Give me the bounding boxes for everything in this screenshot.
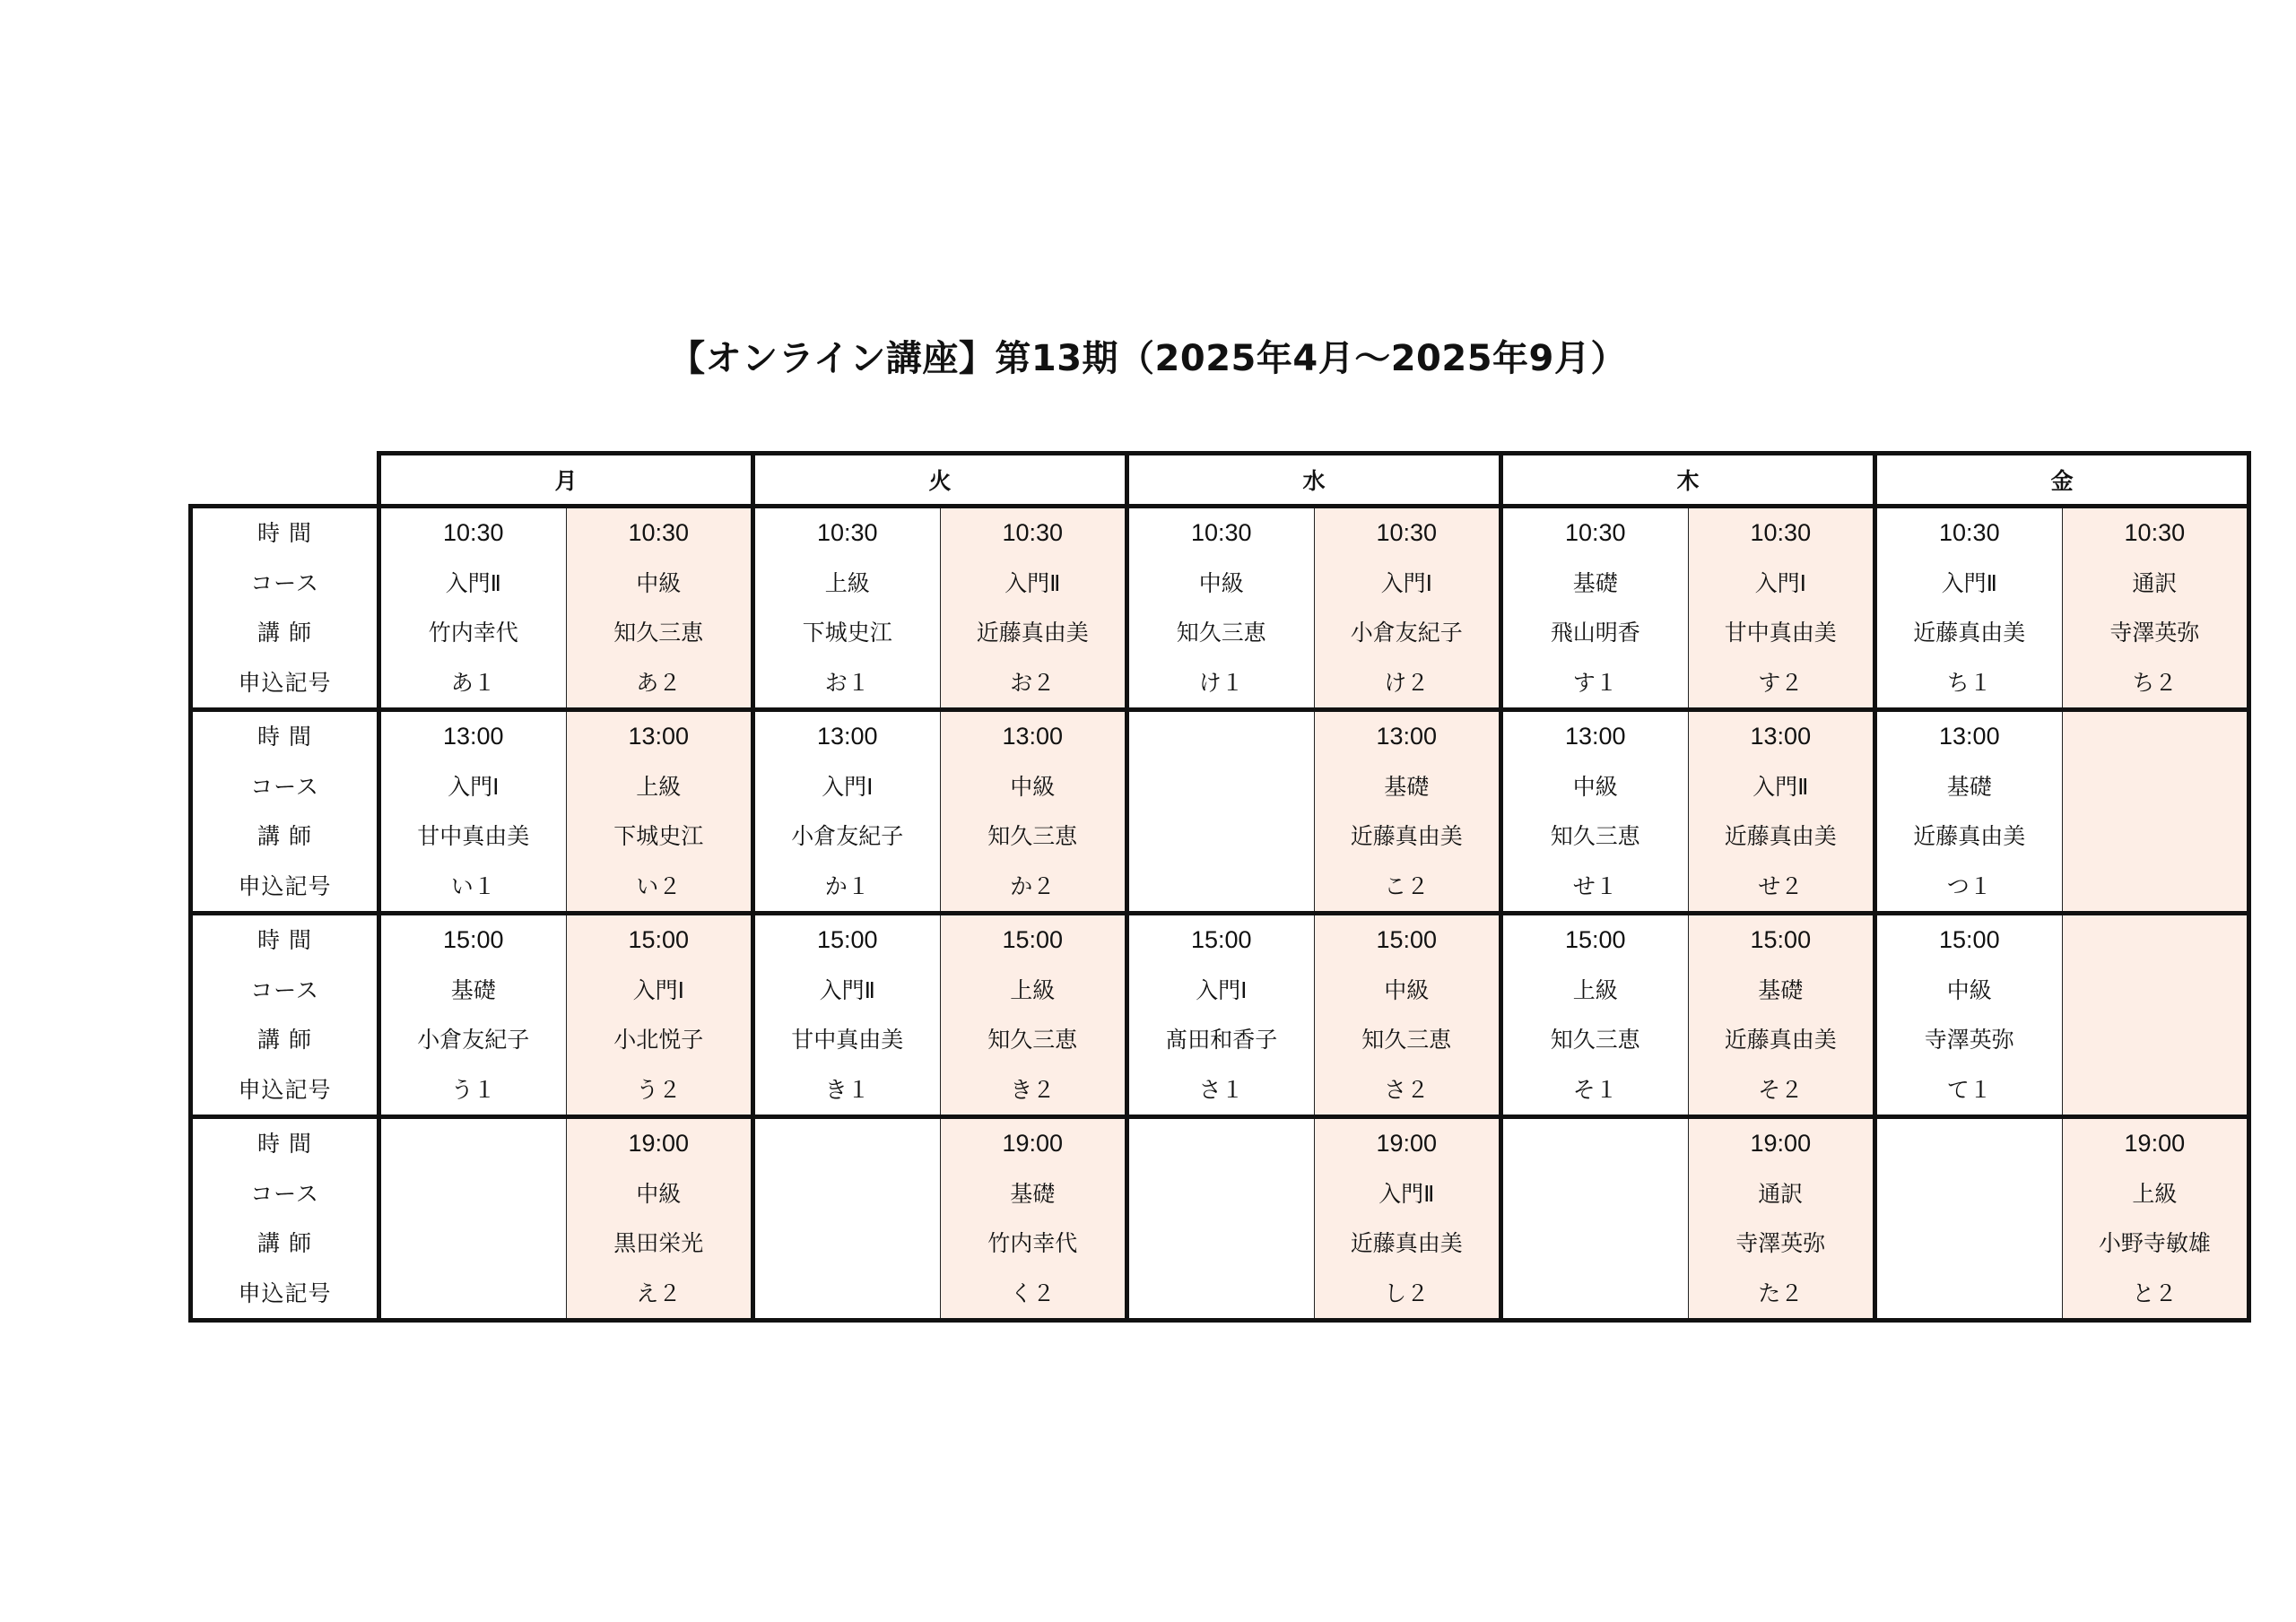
slot-time-cell [2062, 710, 2249, 762]
slot-code-cell: せ２ [1688, 862, 1875, 914]
slot-time-cell [1875, 1117, 2063, 1169]
slot-code-cell: か２ [940, 862, 1127, 914]
slot-code-cell: う１ [379, 1065, 567, 1117]
slot-course-cell: 中級 [1314, 966, 1501, 1016]
slot-code-cell: か１ [753, 862, 941, 914]
slot-teacher-cell: 小倉友紀子 [753, 811, 941, 862]
slot-course-cell: 入門Ⅱ [940, 559, 1127, 609]
slot-teacher-cell: 髙田和香子 [1127, 1015, 1315, 1065]
slot-teacher-cell: 甘中真由美 [753, 1015, 941, 1065]
slot-time-cell: 10:30 [1127, 507, 1315, 559]
slot-code-cell: す２ [1688, 658, 1875, 710]
slot-code-cell: そ１ [1501, 1065, 1689, 1117]
slot-code-cell [1127, 1269, 1315, 1321]
slot-code-cell: い２ [566, 862, 753, 914]
schedule-row-time [191, 1117, 2249, 1169]
slot-code-cell: そ２ [1688, 1065, 1875, 1117]
slot-course-cell: 中級 [1875, 966, 2063, 1016]
day-header-mon: 月 [379, 454, 753, 507]
slot-teacher-cell: 甘中真由美 [1688, 608, 1875, 658]
slot-time-cell: 15:00 [379, 914, 567, 966]
slot-code-cell: お１ [753, 658, 941, 710]
slot-time-cell: 13:00 [940, 710, 1127, 762]
slot-course-cell: 中級 [566, 1169, 753, 1219]
slot-teacher-cell: 近藤真由美 [1875, 811, 2063, 862]
row-label-code: 申込記号 [191, 658, 379, 710]
slot-course-cell: 入門Ⅰ [1688, 559, 1875, 609]
slot-time-cell: 10:30 [1501, 507, 1689, 559]
slot-course-cell: 上級 [940, 966, 1127, 1016]
slot-code-cell: あ１ [379, 658, 567, 710]
schedule-row-time [191, 710, 2249, 762]
slot-teacher-cell: 小倉友紀子 [1314, 608, 1501, 658]
slot-time-cell: 10:30 [1875, 507, 2063, 559]
slot-time-cell: 13:00 [1688, 710, 1875, 762]
slot-code-cell: と２ [2062, 1269, 2249, 1321]
slot-teacher-cell: 下城史江 [566, 811, 753, 862]
slot-teacher-cell: 竹内幸代 [940, 1219, 1127, 1269]
schedule-row-teacher [191, 811, 2249, 862]
slot-time-cell: 15:00 [940, 914, 1127, 966]
row-label-course: コース [191, 1169, 379, 1219]
slot-code-cell: し２ [1314, 1269, 1501, 1321]
day-header-row [191, 454, 2249, 507]
slot-code-cell [2062, 862, 2249, 914]
slot-course-cell [2062, 762, 2249, 812]
schedule-row-time [191, 914, 2249, 966]
slot-teacher-cell: 寺澤英弥 [1875, 1015, 2063, 1065]
slot-course-cell [1875, 1169, 2063, 1219]
slot-teacher-cell [1127, 1219, 1315, 1269]
slot-time-cell: 15:00 [1501, 914, 1689, 966]
slot-course-cell: 上級 [566, 762, 753, 812]
slot-course-cell: 中級 [566, 559, 753, 609]
slot-time-cell [379, 1117, 567, 1169]
slot-course-cell: 入門Ⅰ [1314, 559, 1501, 609]
slot-time-cell: 15:00 [1127, 914, 1315, 966]
page-title: 【オンライン講座】第13期（2025年4月～2025年9月） [669, 338, 1627, 379]
slot-time-cell: 10:30 [1314, 507, 1501, 559]
slot-course-cell: 入門Ⅰ [753, 762, 941, 812]
slot-teacher-cell: 知久三恵 [1314, 1015, 1501, 1065]
slot-time-cell: 10:30 [2062, 507, 2249, 559]
slot-teacher-cell [1127, 811, 1315, 862]
row-label-time: 時 間 [191, 1117, 379, 1169]
day-header-thu: 木 [1501, 454, 1875, 507]
slot-course-cell: 入門Ⅱ [379, 559, 567, 609]
slot-time-cell: 19:00 [566, 1117, 753, 1169]
slot-teacher-cell: 知久三恵 [940, 811, 1127, 862]
slot-code-cell: き２ [940, 1065, 1127, 1117]
schedule-body [191, 507, 2249, 1321]
day-header-fri: 金 [1875, 454, 2249, 507]
schedule-row-course [191, 559, 2249, 609]
slot-time-cell [753, 1117, 941, 1169]
slot-code-cell: い１ [379, 862, 567, 914]
slot-code-cell: あ２ [566, 658, 753, 710]
slot-teacher-cell [1501, 1219, 1689, 1269]
schedule-row-time [191, 507, 2249, 559]
row-label-time: 時 間 [191, 710, 379, 762]
schedule-row-teacher [191, 1015, 2249, 1065]
slot-code-cell [379, 1269, 567, 1321]
slot-teacher-cell [753, 1219, 941, 1269]
slot-course-cell: 入門Ⅱ [753, 966, 941, 1016]
slot-course-cell: 上級 [1501, 966, 1689, 1016]
slot-teacher-cell: 知久三恵 [1127, 608, 1315, 658]
slot-teacher-cell [1875, 1219, 2063, 1269]
slot-code-cell [1501, 1269, 1689, 1321]
slot-course-cell: 中級 [940, 762, 1127, 812]
slot-course-cell: 入門Ⅰ [566, 966, 753, 1016]
day-header-wed: 水 [1127, 454, 1501, 507]
slot-code-cell: つ１ [1875, 862, 2063, 914]
slot-teacher-cell: 近藤真由美 [1688, 1015, 1875, 1065]
slot-course-cell: 基礎 [1501, 559, 1689, 609]
slot-course-cell: 基礎 [379, 966, 567, 1016]
slot-time-cell: 13:00 [379, 710, 567, 762]
slot-time-cell: 10:30 [1688, 507, 1875, 559]
slot-course-cell: 中級 [1501, 762, 1689, 812]
slot-course-cell: 基礎 [1688, 966, 1875, 1016]
slot-time-cell: 10:30 [940, 507, 1127, 559]
slot-code-cell: さ２ [1314, 1065, 1501, 1117]
slot-time-cell: 19:00 [940, 1117, 1127, 1169]
slot-course-cell: 上級 [753, 559, 941, 609]
slot-teacher-cell: 知久三恵 [1501, 1015, 1689, 1065]
slot-course-cell: 通訳 [1688, 1169, 1875, 1219]
slot-course-cell: 入門Ⅱ [1688, 762, 1875, 812]
slot-time-cell: 15:00 [753, 914, 941, 966]
slot-course-cell: 中級 [1127, 559, 1315, 609]
slot-code-cell: す１ [1501, 658, 1689, 710]
slot-course-cell: 通訳 [2062, 559, 2249, 609]
row-label-teacher: 講 師 [191, 608, 379, 658]
slot-teacher-cell: 黒田栄光 [566, 1219, 753, 1269]
row-label-code: 申込記号 [191, 1065, 379, 1117]
slot-teacher-cell: 近藤真由美 [940, 608, 1127, 658]
slot-teacher-cell: 飛山明香 [1501, 608, 1689, 658]
slot-time-cell: 19:00 [2062, 1117, 2249, 1169]
slot-time-cell [1127, 710, 1315, 762]
slot-course-cell: 基礎 [1875, 762, 2063, 812]
schedule-row-code [191, 862, 2249, 914]
row-label-teacher: 講 師 [191, 1015, 379, 1065]
row-label-teacher: 講 師 [191, 1219, 379, 1269]
schedule-row-teacher [191, 608, 2249, 658]
slot-time-cell: 10:30 [566, 507, 753, 559]
slot-time-cell: 19:00 [1688, 1117, 1875, 1169]
slot-time-cell: 13:00 [1501, 710, 1689, 762]
slot-code-cell [2062, 1065, 2249, 1117]
schedule-row-course [191, 762, 2249, 812]
slot-teacher-cell: 近藤真由美 [1688, 811, 1875, 862]
slot-course-cell [2062, 966, 2249, 1016]
slot-course-cell: 上級 [2062, 1169, 2249, 1219]
slot-time-cell: 15:00 [1314, 914, 1501, 966]
slot-course-cell: 入門Ⅱ [1875, 559, 2063, 609]
slot-code-cell: ち１ [1875, 658, 2063, 710]
slot-teacher-cell: 小北悦子 [566, 1015, 753, 1065]
slot-teacher-cell: 近藤真由美 [1314, 1219, 1501, 1269]
slot-code-cell: え２ [566, 1269, 753, 1321]
slot-teacher-cell: 知久三恵 [566, 608, 753, 658]
slot-code-cell [753, 1269, 941, 1321]
slot-teacher-cell: 竹内幸代 [379, 608, 567, 658]
schedule-row-teacher [191, 1219, 2249, 1269]
slot-time-cell: 15:00 [1688, 914, 1875, 966]
slot-teacher-cell: 寺澤英弥 [2062, 608, 2249, 658]
slot-code-cell: お２ [940, 658, 1127, 710]
slot-course-cell: 基礎 [940, 1169, 1127, 1219]
slot-time-cell: 15:00 [1875, 914, 2063, 966]
slot-course-cell [1127, 762, 1315, 812]
slot-time-cell [1501, 1117, 1689, 1169]
slot-course-cell: 基礎 [1314, 762, 1501, 812]
slot-teacher-cell: 知久三恵 [1501, 811, 1689, 862]
slot-time-cell: 13:00 [753, 710, 941, 762]
slot-course-cell: 入門Ⅰ [1127, 966, 1315, 1016]
course-schedule-table [188, 451, 2251, 1323]
slot-code-cell: け２ [1314, 658, 1501, 710]
slot-code-cell: さ１ [1127, 1065, 1315, 1117]
slot-code-cell: く２ [940, 1269, 1127, 1321]
slot-code-cell: た２ [1688, 1269, 1875, 1321]
slot-code-cell: て１ [1875, 1065, 2063, 1117]
row-label-time: 時 間 [191, 914, 379, 966]
slot-course-cell: 入門Ⅰ [379, 762, 567, 812]
slot-course-cell [753, 1169, 941, 1219]
row-label-code: 申込記号 [191, 862, 379, 914]
slot-teacher-cell [2062, 1015, 2249, 1065]
slot-code-cell: こ２ [1314, 862, 1501, 914]
row-label-time: 時 間 [191, 507, 379, 559]
slot-teacher-cell [379, 1219, 567, 1269]
slot-time-cell: 10:30 [753, 507, 941, 559]
slot-time-cell [2062, 914, 2249, 966]
slot-teacher-cell: 寺澤英弥 [1688, 1219, 1875, 1269]
slot-code-cell: き１ [753, 1065, 941, 1117]
slot-time-cell: 13:00 [566, 710, 753, 762]
slot-teacher-cell: 近藤真由美 [1875, 608, 2063, 658]
slot-teacher-cell: 小野寺敏雄 [2062, 1219, 2249, 1269]
header-corner [191, 454, 379, 507]
schedule-row-code [191, 658, 2249, 710]
slot-code-cell: け１ [1127, 658, 1315, 710]
slot-teacher-cell: 小倉友紀子 [379, 1015, 567, 1065]
slot-code-cell: せ１ [1501, 862, 1689, 914]
row-label-course: コース [191, 762, 379, 812]
slot-teacher-cell: 近藤真由美 [1314, 811, 1501, 862]
schedule-row-course [191, 966, 2249, 1016]
slot-code-cell [1875, 1269, 2063, 1321]
slot-teacher-cell: 下城史江 [753, 608, 941, 658]
slot-course-cell [1127, 1169, 1315, 1219]
slot-course-cell: 入門Ⅱ [1314, 1169, 1501, 1219]
slot-teacher-cell: 知久三恵 [940, 1015, 1127, 1065]
schedule-row-course [191, 1169, 2249, 1219]
slot-teacher-cell [2062, 811, 2249, 862]
slot-time-cell: 15:00 [566, 914, 753, 966]
slot-code-cell: う２ [566, 1065, 753, 1117]
row-label-course: コース [191, 559, 379, 609]
slot-time-cell: 13:00 [1875, 710, 2063, 762]
slot-code-cell: ち２ [2062, 658, 2249, 710]
row-label-teacher: 講 師 [191, 811, 379, 862]
slot-time-cell [1127, 1117, 1315, 1169]
schedule-row-code [191, 1065, 2249, 1117]
slot-time-cell: 19:00 [1314, 1117, 1501, 1169]
schedule-row-code [191, 1269, 2249, 1321]
slot-time-cell: 13:00 [1314, 710, 1501, 762]
row-label-code: 申込記号 [191, 1269, 379, 1321]
slot-course-cell [1501, 1169, 1689, 1219]
row-label-course: コース [191, 966, 379, 1016]
day-header-tue: 火 [753, 454, 1127, 507]
slot-course-cell [379, 1169, 567, 1219]
slot-time-cell: 10:30 [379, 507, 567, 559]
slot-teacher-cell: 甘中真由美 [379, 811, 567, 862]
slot-code-cell [1127, 862, 1315, 914]
